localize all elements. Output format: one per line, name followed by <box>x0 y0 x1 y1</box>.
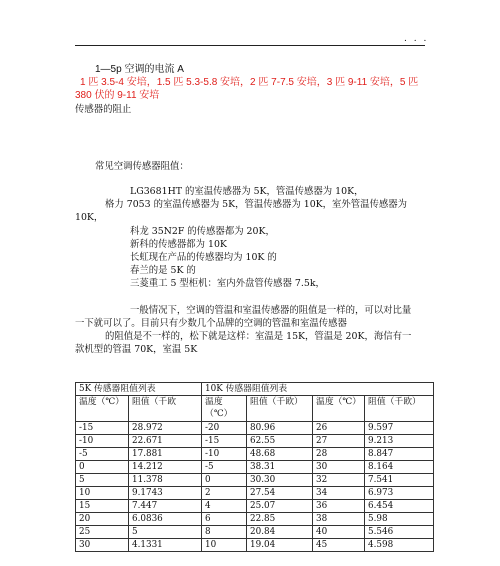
table-cell: 40 <box>313 526 365 539</box>
table-cell: 36 <box>313 500 365 513</box>
table-cell: 45 <box>313 539 365 552</box>
header-rule <box>75 45 425 46</box>
table-cell: 4 <box>202 500 247 513</box>
table-cell: 62.55 <box>247 435 313 448</box>
col-res-b-header: 阻值（千欧） <box>247 396 313 422</box>
table-cell: 8.847 <box>365 448 434 461</box>
table-cell: -15 <box>202 435 247 448</box>
table-cell: 30 <box>313 461 365 474</box>
table-cell: 5 <box>76 474 129 487</box>
table-cell: 15 <box>76 500 129 513</box>
table-group-row <box>76 383 434 396</box>
brand-chunlan: 春兰的是 5K 的 <box>130 265 196 276</box>
table-cell: 8 <box>202 526 247 539</box>
table-cell: 6 <box>202 513 247 526</box>
table-cell: 9.597 <box>365 422 434 435</box>
table-cell: 38.31 <box>247 461 313 474</box>
table-row <box>76 526 434 539</box>
col-temp-b-header: 温度（℃） <box>202 396 247 422</box>
table-cell: 20.84 <box>247 526 313 539</box>
table-cell: 8.164 <box>365 461 434 474</box>
table-cell: 26 <box>313 422 365 435</box>
col-temp-header: 温度（℃） <box>76 396 129 422</box>
table-cell: -10 <box>76 435 129 448</box>
table-cell: 22.85 <box>247 513 313 526</box>
table-row <box>76 487 434 500</box>
table-cell: 30 <box>76 539 129 552</box>
table-cell: 19.04 <box>247 539 313 552</box>
group-10k-header: 10K 传感器阻值列表 <box>202 383 434 396</box>
table-cell: -10 <box>202 448 247 461</box>
general-line-1: 一般情况下，空调的管温和室温传感器的阻值是一样的，可以对比量 <box>130 305 412 316</box>
table-row <box>76 474 434 487</box>
table-cell: 80.96 <box>247 422 313 435</box>
table-row <box>76 539 434 552</box>
sensor-resistance-table <box>75 382 434 552</box>
table-row <box>76 422 434 435</box>
brand-changhong: 长虹现在产品的传感器均为 10K 的 <box>130 252 277 263</box>
table-cell: 17.881 <box>129 448 202 461</box>
table-cell: 7.447 <box>129 500 202 513</box>
brand-gree-cont: 10K， <box>75 212 104 223</box>
table-cell: 0 <box>76 461 129 474</box>
table-cell: 4.598 <box>365 539 434 552</box>
table-cell: -20 <box>202 422 247 435</box>
table-row <box>76 448 434 461</box>
table-cell: 38 <box>313 513 365 526</box>
table-cell: 11.378 <box>129 474 202 487</box>
table-cell: 5.546 <box>365 526 434 539</box>
table-cell: 25.07 <box>247 500 313 513</box>
col-res-header: 阻值（千欧 <box>129 396 202 422</box>
table-header-row <box>76 396 434 422</box>
table-cell: 10 <box>76 487 129 500</box>
table-cell: 5 <box>129 526 202 539</box>
table-cell: 25 <box>76 526 129 539</box>
col-temp-c-header: 温度（℃） <box>313 396 365 422</box>
table-cell: 28 <box>313 448 365 461</box>
col-res-c-header: 阻值（千欧） <box>365 396 434 422</box>
table-row <box>76 513 434 526</box>
table-cell: 6.0836 <box>129 513 202 526</box>
table-row <box>76 461 434 474</box>
brand-mitsubishi: 三菱重工 5 型柜机：室内外盘管传感器 7.5k， <box>130 278 325 289</box>
table-cell: 6.454 <box>365 500 434 513</box>
table-cell: 27 <box>313 435 365 448</box>
table-cell: 2 <box>202 487 247 500</box>
table-cell: 22.671 <box>129 435 202 448</box>
current-title: 1—5p 空调的电流 A <box>95 64 184 75</box>
general-line-4: 款机型的管温 70K，室温 5K <box>75 344 198 355</box>
table-cell: 27.54 <box>247 487 313 500</box>
brand-kelon: 科龙 35N2F 的传感器都为 20K， <box>130 226 275 237</box>
table-cell: -5 <box>76 448 129 461</box>
current-line-2: 380 伏的 9-11 安培 <box>75 90 160 101</box>
table-cell: 14.212 <box>129 461 202 474</box>
brand-lg: LG3681HT 的室温传感器为 5K，管温传感器为 10K， <box>130 186 364 197</box>
table-cell: 10 <box>202 539 247 552</box>
table-cell: 28.972 <box>129 422 202 435</box>
table-cell: 30.30 <box>247 474 313 487</box>
header-dots: . . . <box>404 34 429 44</box>
table-row <box>76 435 434 448</box>
table-cell: -15 <box>76 422 129 435</box>
table-cell: 9.1743 <box>129 487 202 500</box>
table-cell: 7.541 <box>365 474 434 487</box>
table-cell: 9.213 <box>365 435 434 448</box>
common-heading: 常见空调传感器阻值： <box>95 161 189 172</box>
table-cell: 32 <box>313 474 365 487</box>
table-cell: 48.68 <box>247 448 313 461</box>
table-cell: 4.1331 <box>129 539 202 552</box>
table-cell: -5 <box>202 461 247 474</box>
group-5k-header: 5K 传感器阻值列表 <box>76 383 202 396</box>
section-label: 传感器的阻止 <box>75 104 132 115</box>
table-cell: 34 <box>313 487 365 500</box>
table-cell: 0 <box>202 474 247 487</box>
brand-xinke: 新科的传感器都为 10K <box>130 239 227 250</box>
general-line-3: 的阻值是不一样的，松下就是这样：室温是 15K，管温是 20K，海信有一 <box>105 331 412 342</box>
general-line-2: 一下就可以了。目前只有少数几个品牌的空调的管温和室温传感器 <box>75 318 347 329</box>
table-cell: 20 <box>76 513 129 526</box>
current-line-1: 1 匹 3.5-4 安培，1.5 匹 5.3-5.8 安培，2 匹 7-7.5 安培，3 匹 9-11 安培，5 匹 <box>80 77 419 88</box>
brand-gree: 格力 7053 的室温传感器为 5K，管温传感器为 10K，室外管温传感器为 <box>105 199 408 210</box>
table-cell: 6.973 <box>365 487 434 500</box>
table-row <box>76 500 434 513</box>
table-cell: 5.98 <box>365 513 434 526</box>
